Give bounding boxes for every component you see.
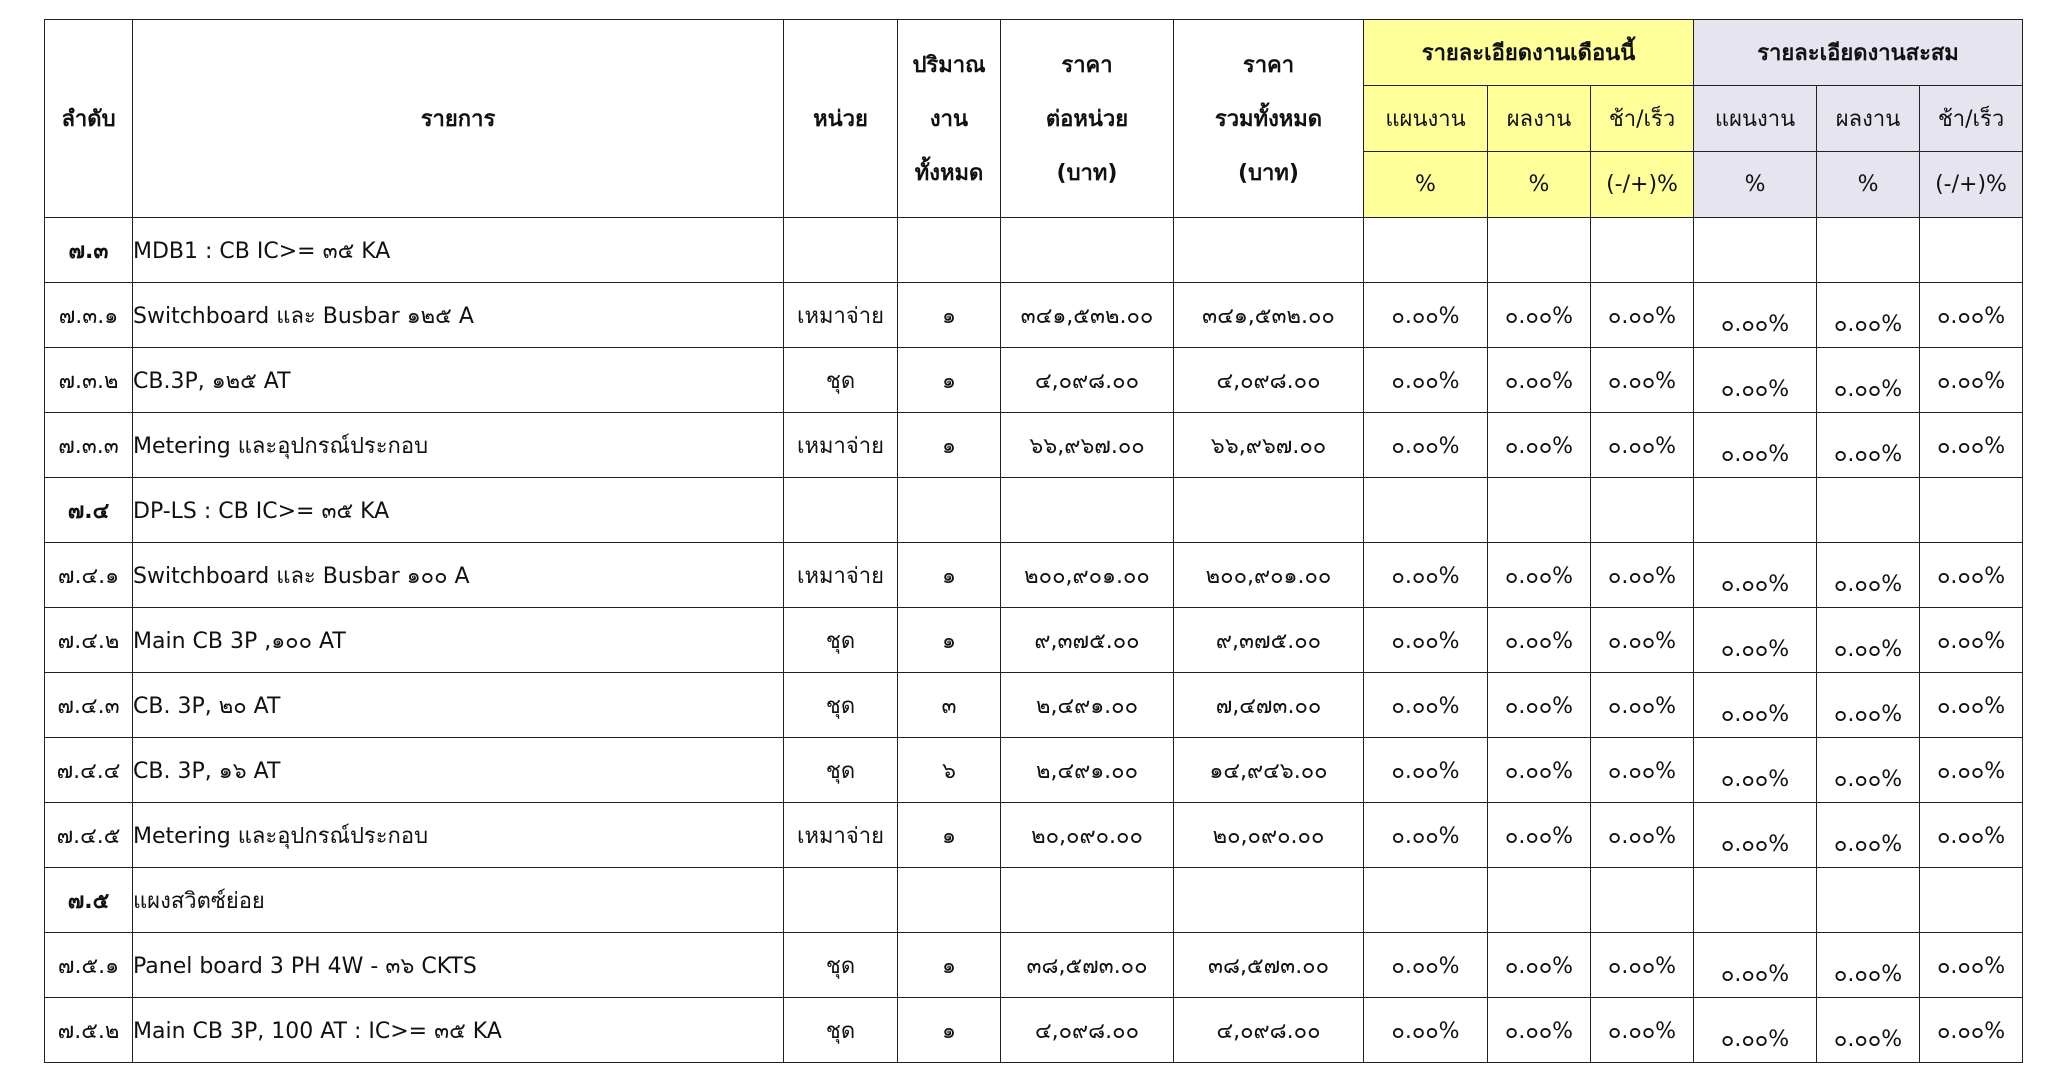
item-description: CB.3P, ๑๒๕ AT [133,348,784,413]
header-month-result-pct: % [1488,152,1591,218]
cum-result-cell: ๐.๐๐% [1817,738,1920,803]
month-diff-cell: ๐.๐๐% [1591,283,1694,348]
row-number: ๗.๔ [45,478,133,543]
qty-cell: ๑ [898,543,1001,608]
table-row [45,998,2023,1063]
table-row [45,608,2023,673]
empty-cell [1817,218,1920,283]
unit-price-cell: ๙,๓๗๕.๐๐ [1001,608,1174,673]
total-price-cell: ๑๔,๙๔๖.๐๐ [1174,738,1364,803]
cum-result-cell: ๐.๐๐% [1817,543,1920,608]
month-plan-cell: ๐.๐๐% [1364,348,1488,413]
header-cum-result-pct: % [1817,152,1920,218]
qty-cell: ๑ [898,998,1001,1063]
empty-cell [1694,868,1817,933]
qty-cell: ๑ [898,933,1001,998]
empty-cell [1001,868,1174,933]
empty-cell [1817,478,1920,543]
unit-price-cell: ๔,๐๙๘.๐๐ [1001,998,1174,1063]
empty-cell [1364,218,1488,283]
header-unit-price: ราคา ต่อหน่วย (บาท) [1001,20,1174,218]
row-number: ๗.๓ [45,218,133,283]
empty-cell [1694,218,1817,283]
total-price-cell: ๒๐๐,๙๐๑.๐๐ [1174,543,1364,608]
total-price-cell: ๗,๔๗๓.๐๐ [1174,673,1364,738]
month-diff-cell: ๐.๐๐% [1591,543,1694,608]
month-result-cell: ๐.๐๐% [1488,803,1591,868]
month-diff-cell: ๐.๐๐% [1591,673,1694,738]
empty-cell [1364,478,1488,543]
unit-cell: ชุด [784,673,898,738]
item-description: Switchboard และ Busbar ๑๐๐ A [133,543,784,608]
empty-cell [1694,478,1817,543]
cum-diff-cell: ๐.๐๐% [1920,803,2023,868]
row-number: ๗.๕.๒ [45,998,133,1063]
cum-plan-cell: ๐.๐๐% [1694,543,1817,608]
table-header [45,20,2023,218]
qty-cell: ๑ [898,413,1001,478]
header-cum-plan-pct: % [1694,152,1817,218]
unit-cell: เหมาจ่าย [784,283,898,348]
header-total-price: ราคา รวมทั้งหมด (บาท) [1174,20,1364,218]
header-month-result: ผลงาน [1488,86,1591,152]
header-month-plan-pct: % [1364,152,1488,218]
unit-cell: เหมาจ่าย [784,543,898,608]
header-cum-diff-pct: (-/+)% [1920,152,2023,218]
unit-price-cell: ๓๘,๕๗๓.๐๐ [1001,933,1174,998]
item-description: Panel board 3 PH 4W - ๓๖ CKTS [133,933,784,998]
cum-result-cell: ๐.๐๐% [1817,933,1920,998]
empty-cell [1174,868,1364,933]
qty-cell: ๖ [898,738,1001,803]
month-result-cell: ๐.๐๐% [1488,738,1591,803]
cum-diff-cell: ๐.๐๐% [1920,608,2023,673]
month-plan-cell: ๐.๐๐% [1364,413,1488,478]
empty-cell [784,218,898,283]
empty-cell [1001,218,1174,283]
month-result-cell: ๐.๐๐% [1488,673,1591,738]
cum-plan-cell: ๐.๐๐% [1694,998,1817,1063]
row-number: ๗.๔.๒ [45,608,133,673]
cum-plan-cell: ๐.๐๐% [1694,413,1817,478]
empty-cell [1817,868,1920,933]
qty-cell: ๓ [898,673,1001,738]
empty-cell [898,868,1001,933]
month-plan-cell: ๐.๐๐% [1364,283,1488,348]
unit-cell: เหมาจ่าย [784,413,898,478]
total-price-cell: ๓๔๑,๕๓๒.๐๐ [1174,283,1364,348]
header-cum-diff: ช้า/เร็ว [1920,86,2023,152]
cum-plan-cell: ๐.๐๐% [1694,933,1817,998]
section-row [45,218,2023,283]
month-plan-cell: ๐.๐๐% [1364,543,1488,608]
boq-progress-table [44,19,2023,1063]
cum-plan-cell: ๐.๐๐% [1694,803,1817,868]
unit-cell: ชุด [784,608,898,673]
unit-price-cell: ๓๔๑,๕๓๒.๐๐ [1001,283,1174,348]
table-row [45,413,2023,478]
table-row [45,283,2023,348]
month-diff-cell: ๐.๐๐% [1591,348,1694,413]
total-price-cell: ๙,๓๗๕.๐๐ [1174,608,1364,673]
unit-price-cell: ๖๖,๙๖๗.๐๐ [1001,413,1174,478]
month-result-cell: ๐.๐๐% [1488,998,1591,1063]
table-row [45,673,2023,738]
qty-cell: ๑ [898,803,1001,868]
unit-price-cell: ๒๐๐,๙๐๑.๐๐ [1001,543,1174,608]
empty-cell [1591,868,1694,933]
empty-cell [1364,868,1488,933]
total-price-cell: ๔,๐๙๘.๐๐ [1174,348,1364,413]
row-number: ๗.๔.๑ [45,543,133,608]
cum-plan-cell: ๐.๐๐% [1694,283,1817,348]
cum-result-cell: ๐.๐๐% [1817,348,1920,413]
row-number: ๗.๓.๓ [45,413,133,478]
month-result-cell: ๐.๐๐% [1488,283,1591,348]
header-month-group: รายละเอียดงานเดือนนี้ [1364,20,1694,86]
table-row [45,738,2023,803]
section-row [45,478,2023,543]
cum-result-cell: ๐.๐๐% [1817,803,1920,868]
row-number: ๗.๔.๕ [45,803,133,868]
cum-result-cell: ๐.๐๐% [1817,673,1920,738]
table-row [45,933,2023,998]
empty-cell [1920,218,2023,283]
cropped-title-remnant [0,0,2058,6]
header-month-diff-pct: (-/+)% [1591,152,1694,218]
header-unit: หน่วย [784,20,898,218]
empty-cell [1174,478,1364,543]
table-row [45,348,2023,413]
row-number: ๗.๓.๑ [45,283,133,348]
empty-cell [1174,218,1364,283]
month-plan-cell: ๐.๐๐% [1364,608,1488,673]
header-no: ลำดับ [45,20,133,218]
month-plan-cell: ๐.๐๐% [1364,998,1488,1063]
empty-cell [1920,478,2023,543]
month-result-cell: ๐.๐๐% [1488,933,1591,998]
qty-cell: ๑ [898,348,1001,413]
empty-cell [898,218,1001,283]
qty-cell: ๑ [898,608,1001,673]
cum-plan-cell: ๐.๐๐% [1694,348,1817,413]
total-price-cell: ๔,๐๙๘.๐๐ [1174,998,1364,1063]
unit-price-cell: ๔,๐๙๘.๐๐ [1001,348,1174,413]
month-plan-cell: ๐.๐๐% [1364,803,1488,868]
item-description: Metering และอุปกรณ์ประกอบ [133,803,784,868]
month-result-cell: ๐.๐๐% [1488,543,1591,608]
qty-cell: ๑ [898,283,1001,348]
cum-diff-cell: ๐.๐๐% [1920,998,2023,1063]
section-row [45,868,2023,933]
section-title: DP-LS : CB IC>= ๓๕ KA [133,478,784,543]
unit-price-cell: ๒,๔๙๑.๐๐ [1001,673,1174,738]
row-number: ๗.๓.๒ [45,348,133,413]
empty-cell [1488,868,1591,933]
unit-cell: เหมาจ่าย [784,803,898,868]
cum-diff-cell: ๐.๐๐% [1920,933,2023,998]
month-result-cell: ๐.๐๐% [1488,348,1591,413]
month-plan-cell: ๐.๐๐% [1364,673,1488,738]
item-description: Main CB 3P, 100 AT : IC>= ๓๕ KA [133,998,784,1063]
empty-cell [1591,478,1694,543]
section-title: MDB1 : CB IC>= ๓๕ KA [133,218,784,283]
empty-cell [784,868,898,933]
total-price-cell: ๒๐,๐๙๐.๐๐ [1174,803,1364,868]
item-description: Metering และอุปกรณ์ประกอบ [133,413,784,478]
empty-cell [1920,868,2023,933]
empty-cell [1488,218,1591,283]
section-title: แผงสวิตซ์ย่อย [133,868,784,933]
header-cumulative-group: รายละเอียดงานสะสม [1694,20,2023,86]
empty-cell [1001,478,1174,543]
header-month-diff: ช้า/เร็ว [1591,86,1694,152]
cum-diff-cell: ๐.๐๐% [1920,543,2023,608]
month-diff-cell: ๐.๐๐% [1591,803,1694,868]
cum-diff-cell: ๐.๐๐% [1920,738,2023,803]
row-number: ๗.๕ [45,868,133,933]
cum-plan-cell: ๐.๐๐% [1694,608,1817,673]
item-description: Main CB 3P ,๑๐๐ AT [133,608,784,673]
unit-cell: ชุด [784,738,898,803]
header-cum-plan: แผนงาน [1694,86,1817,152]
cum-plan-cell: ๐.๐๐% [1694,738,1817,803]
cum-result-cell: ๐.๐๐% [1817,998,1920,1063]
row-number: ๗.๔.๔ [45,738,133,803]
month-diff-cell: ๐.๐๐% [1591,738,1694,803]
table-row [45,803,2023,868]
empty-cell [898,478,1001,543]
cum-diff-cell: ๐.๐๐% [1920,413,2023,478]
month-plan-cell: ๐.๐๐% [1364,738,1488,803]
empty-cell [784,478,898,543]
row-number: ๗.๕.๑ [45,933,133,998]
header-item: รายการ [133,20,784,218]
month-result-cell: ๐.๐๐% [1488,413,1591,478]
header-month-plan: แผนงาน [1364,86,1488,152]
item-description: Switchboard และ Busbar ๑๒๕ A [133,283,784,348]
month-diff-cell: ๐.๐๐% [1591,933,1694,998]
row-number: ๗.๔.๓ [45,673,133,738]
total-price-cell: ๖๖,๙๖๗.๐๐ [1174,413,1364,478]
header-qty: ปริมาณ งาน ทั้งหมด [898,20,1001,218]
table-body [45,218,2023,1063]
cum-diff-cell: ๐.๐๐% [1920,673,2023,738]
month-diff-cell: ๐.๐๐% [1591,998,1694,1063]
cum-diff-cell: ๐.๐๐% [1920,348,2023,413]
empty-cell [1591,218,1694,283]
cum-result-cell: ๐.๐๐% [1817,608,1920,673]
month-result-cell: ๐.๐๐% [1488,608,1591,673]
unit-cell: ชุด [784,348,898,413]
empty-cell [1488,478,1591,543]
header-cum-result: ผลงาน [1817,86,1920,152]
table-row [45,543,2023,608]
total-price-cell: ๓๘,๕๗๓.๐๐ [1174,933,1364,998]
cum-diff-cell: ๐.๐๐% [1920,283,2023,348]
item-description: CB. 3P, ๑๖ AT [133,738,784,803]
item-description: CB. 3P, ๒๐ AT [133,673,784,738]
month-plan-cell: ๐.๐๐% [1364,933,1488,998]
cum-plan-cell: ๐.๐๐% [1694,673,1817,738]
month-diff-cell: ๐.๐๐% [1591,608,1694,673]
cum-result-cell: ๐.๐๐% [1817,283,1920,348]
unit-cell: ชุด [784,933,898,998]
cum-result-cell: ๐.๐๐% [1817,413,1920,478]
unit-cell: ชุด [784,998,898,1063]
month-diff-cell: ๐.๐๐% [1591,413,1694,478]
unit-price-cell: ๒,๔๙๑.๐๐ [1001,738,1174,803]
unit-price-cell: ๒๐,๐๙๐.๐๐ [1001,803,1174,868]
